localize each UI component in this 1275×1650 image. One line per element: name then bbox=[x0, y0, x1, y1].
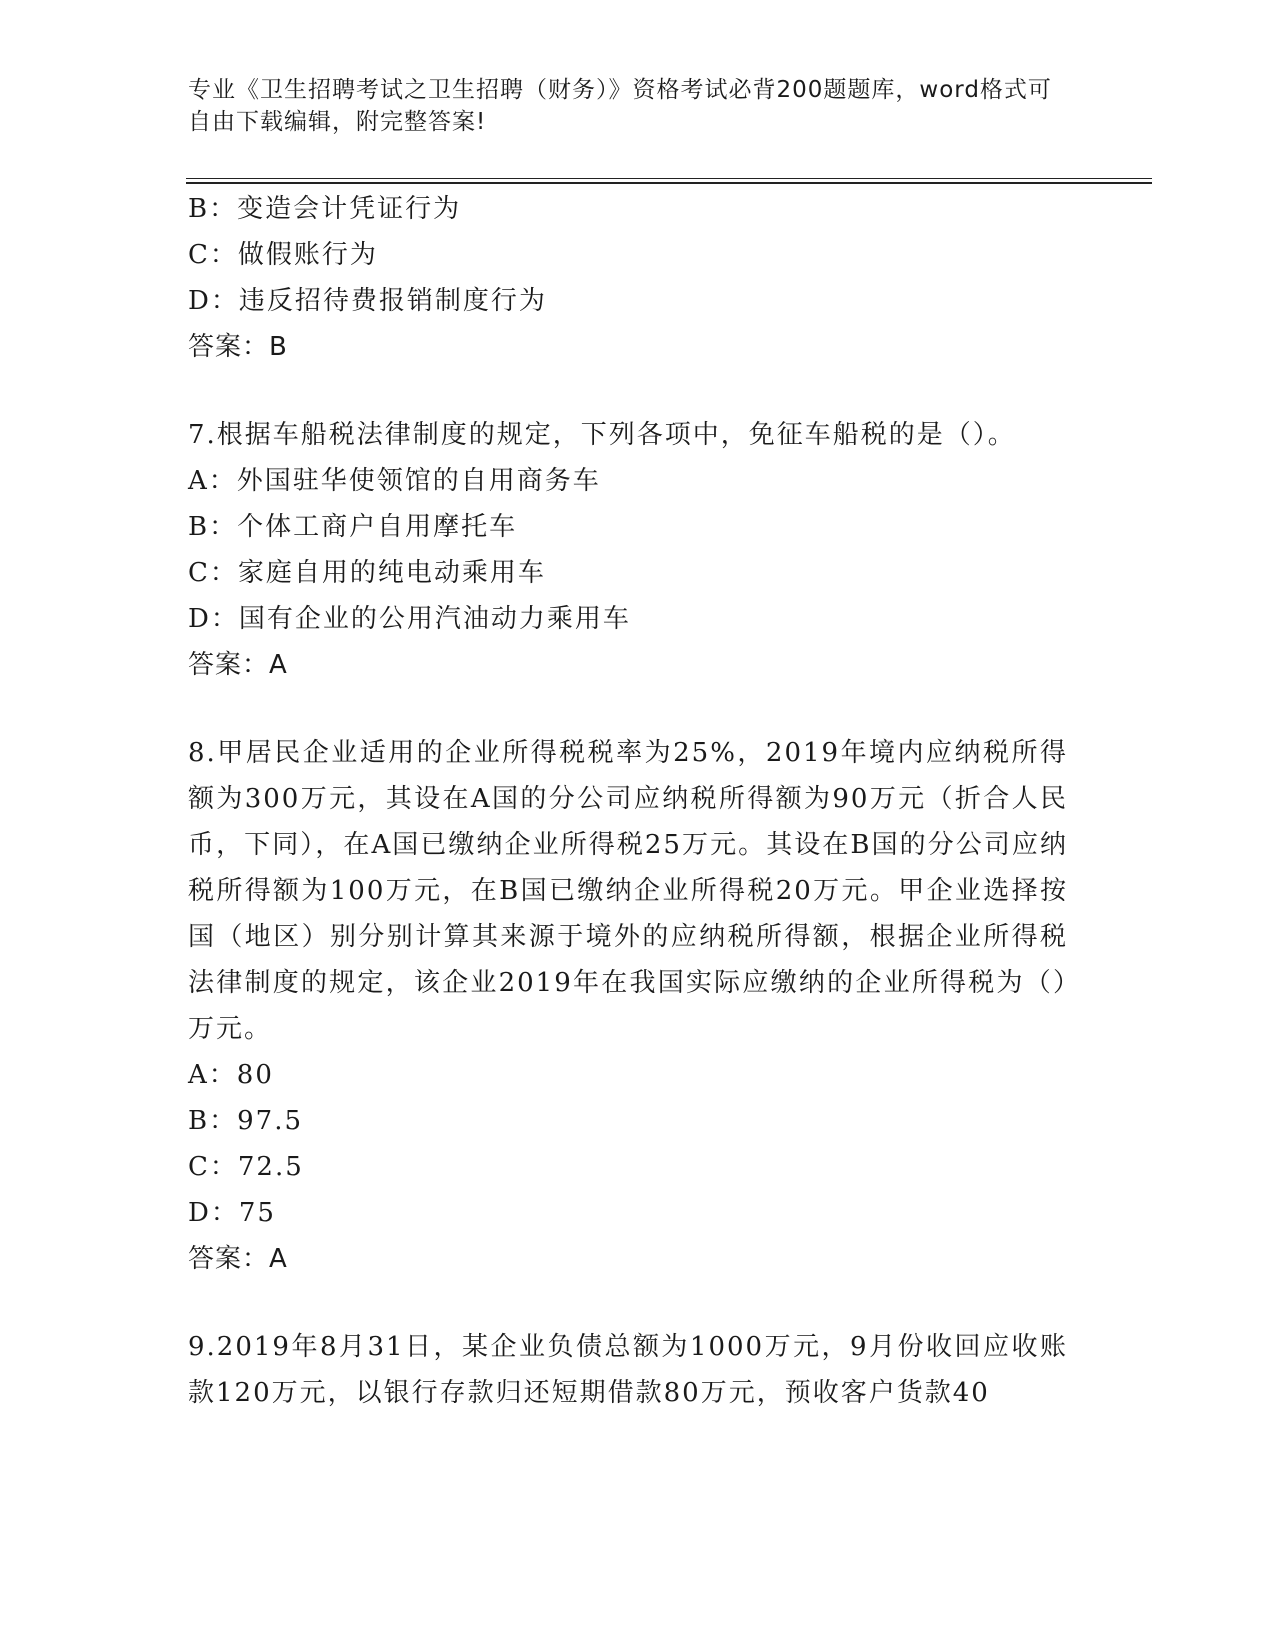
document-body bbox=[188, 186, 1068, 1416]
spacer bbox=[188, 370, 1068, 412]
question-9 bbox=[188, 1324, 1068, 1416]
option-a: A：80 bbox=[188, 1060, 274, 1090]
question-text: 9.2019年8月31日，某企业负债总额为1000万元，9月份收回应收账款120万元，以银行存款归还短期借款80万元，预收客户货款40 bbox=[188, 1332, 1068, 1408]
option-b: B：变造会计凭证行为 bbox=[188, 194, 462, 224]
question-7 bbox=[188, 412, 1068, 688]
option-d: D：75 bbox=[188, 1198, 276, 1228]
header-title: 专业《卫生招聘考试之卫生招聘（财务）》资格考试必背200题题库，word格式可自由下载编辑，附完整答案! bbox=[188, 77, 1052, 135]
answer-label: 答案：A bbox=[188, 650, 288, 680]
document-header bbox=[188, 74, 1068, 138]
spacer bbox=[188, 1282, 1068, 1324]
option-c: C：做假账行为 bbox=[188, 240, 378, 270]
prev-question bbox=[188, 186, 1068, 370]
option-b: B：个体工商户自用摩托车 bbox=[188, 512, 518, 542]
question-8 bbox=[188, 730, 1068, 1282]
option-b: B：97.5 bbox=[188, 1106, 303, 1136]
option-d: D：违反招待费报销制度行为 bbox=[188, 286, 547, 316]
option-c: C：72.5 bbox=[188, 1152, 304, 1182]
answer-label: 答案：A bbox=[188, 1244, 288, 1274]
header-divider-top bbox=[186, 178, 1152, 179]
header-divider-bottom bbox=[186, 182, 1152, 184]
question-text: 8.甲居民企业适用的企业所得税税率为25%，2019年境内应纳税所得额为300万元，其设在A国的分公司应纳税所得额为90万元（折合人民币，下同），在A国已缴纳企业所得税25万元。其设在B国的分公司应纳税所得额为100万元，在B国已缴纳企业所得税20万元。甲企业选择按国（地区）别分别计算其来源于境外的应纳税所得额，根据企业所得税法律制度的规定，该企业2019年在我国实际应缴纳的企业所得税为（）万元。 bbox=[188, 738, 1068, 1044]
spacer bbox=[188, 688, 1068, 730]
option-d: D：国有企业的公用汽油动力乘用车 bbox=[188, 604, 631, 634]
answer-label: 答案：B bbox=[188, 332, 288, 362]
option-a: A：外国驻华使领馆的自用商务车 bbox=[188, 466, 601, 496]
option-c: C：家庭自用的纯电动乘用车 bbox=[188, 558, 546, 588]
question-text: 7.根据车船税法律制度的规定，下列各项中，免征车船税的是（）。 bbox=[188, 420, 1016, 450]
